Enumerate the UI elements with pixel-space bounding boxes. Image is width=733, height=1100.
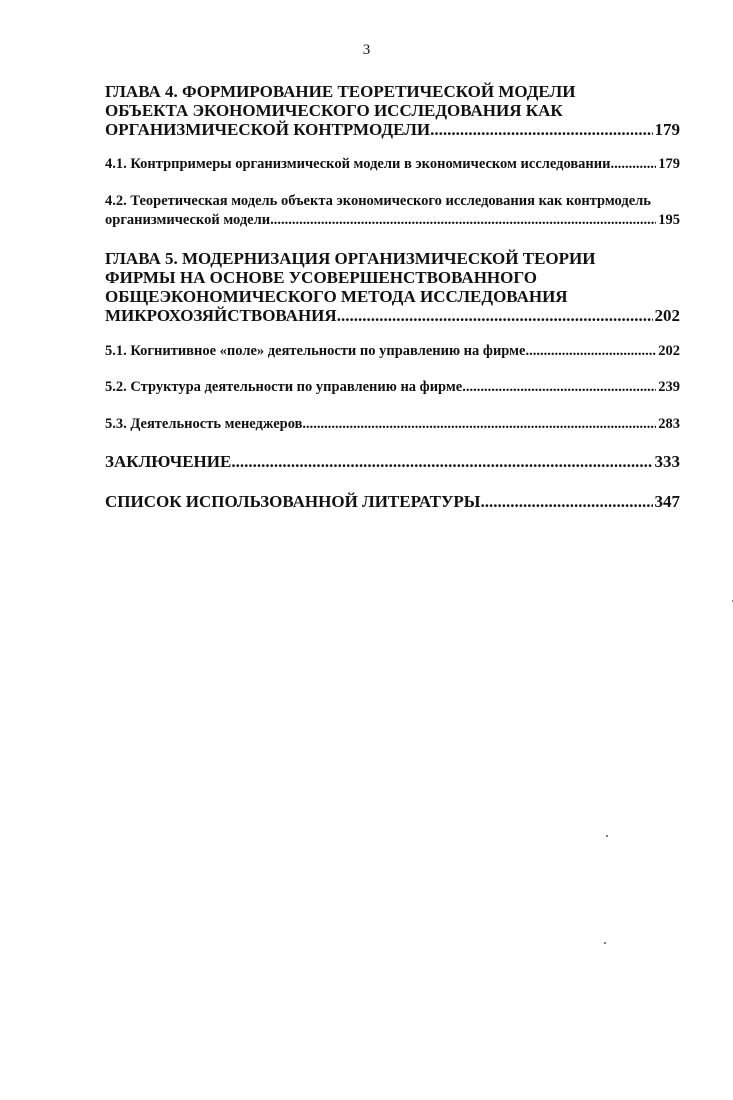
toc-entry-page: 179 (658, 156, 680, 172)
toc-entry-title: 5.2. Структура деятельности по управлению на фирме ..... (105, 379, 462, 395)
toc-entry-page: 195 (658, 212, 680, 228)
toc-entry-page: 239 (658, 379, 680, 395)
table-of-contents (105, 82, 680, 511)
toc-entry-page: 202 (658, 343, 680, 359)
toc-entry-section-5-2[interactable] (105, 378, 680, 397)
toc-entry-title: 5.3. Деятельность менеджеров ..... (105, 416, 302, 432)
toc-entry-title: 5.1. Когнитивное «поле» деятельности по управлению на фирме ..... (105, 343, 525, 359)
toc-entry-title: ГЛАВА 4. ФОРМИРОВАНИЕ ТЕОРЕТИЧЕСКОЙ МОДЕЛИ ОБЪЕКТА ЭКОНОМИЧЕСКОГО ИССЛЕДОВАНИЯ КАК ОРГАНИЗМИЧЕСКОЙ КОНТРМОДЕЛИ ..... (105, 82, 575, 139)
toc-entry-section-4-2[interactable] (105, 192, 680, 230)
toc-entry-title: СПИСОК ИСПОЛЬЗОВАННОЙ ЛИТЕРАТУРЫ ..... (105, 492, 481, 511)
toc-entry-section-5-3[interactable] (105, 415, 680, 434)
toc-entry-section-4-1[interactable] (105, 155, 680, 174)
toc-entry-page: 333 (654, 452, 680, 471)
toc-entry-section-5-1[interactable] (105, 342, 680, 361)
toc-entry-references[interactable] (105, 492, 680, 511)
page-number: 3 (362, 42, 371, 58)
toc-entry-page: 347 (654, 492, 680, 511)
toc-entry-page: 179 (654, 120, 680, 139)
toc-entry-page: 283 (658, 416, 680, 432)
toc-entry-title: 4.1. Контрпримеры организмической модели в экономическом исследовании ..... (105, 156, 611, 172)
toc-entry-chapter-5[interactable] (105, 249, 680, 325)
toc-entry-conclusion[interactable] (105, 452, 680, 471)
scan-speck (606, 835, 608, 837)
toc-entry-title: ГЛАВА 5. МОДЕРНИЗАЦИЯ ОРГАНИЗМИЧЕСКОЙ ТЕОРИИ ФИРМЫ НА ОСНОВЕ УСОВЕРШЕНСТВОВАННОГО ОБЩЕЭКОНОМИЧЕСКОГО МЕТОДА ИССЛЕДОВАНИЯ МИКРОХОЗЯЙСТВОВАНИЯ ..... (105, 249, 595, 325)
toc-entry-page: 202 (654, 306, 680, 325)
toc-entry-title: ЗАКЛЮЧЕНИЕ ..... (105, 452, 231, 471)
toc-entry-title: 4.2. Теоретическая модель объекта экономического исследования как контрмодель организмической модели ..... (105, 193, 651, 228)
scan-speck (604, 942, 606, 944)
toc-entry-chapter-4[interactable] (105, 82, 680, 139)
